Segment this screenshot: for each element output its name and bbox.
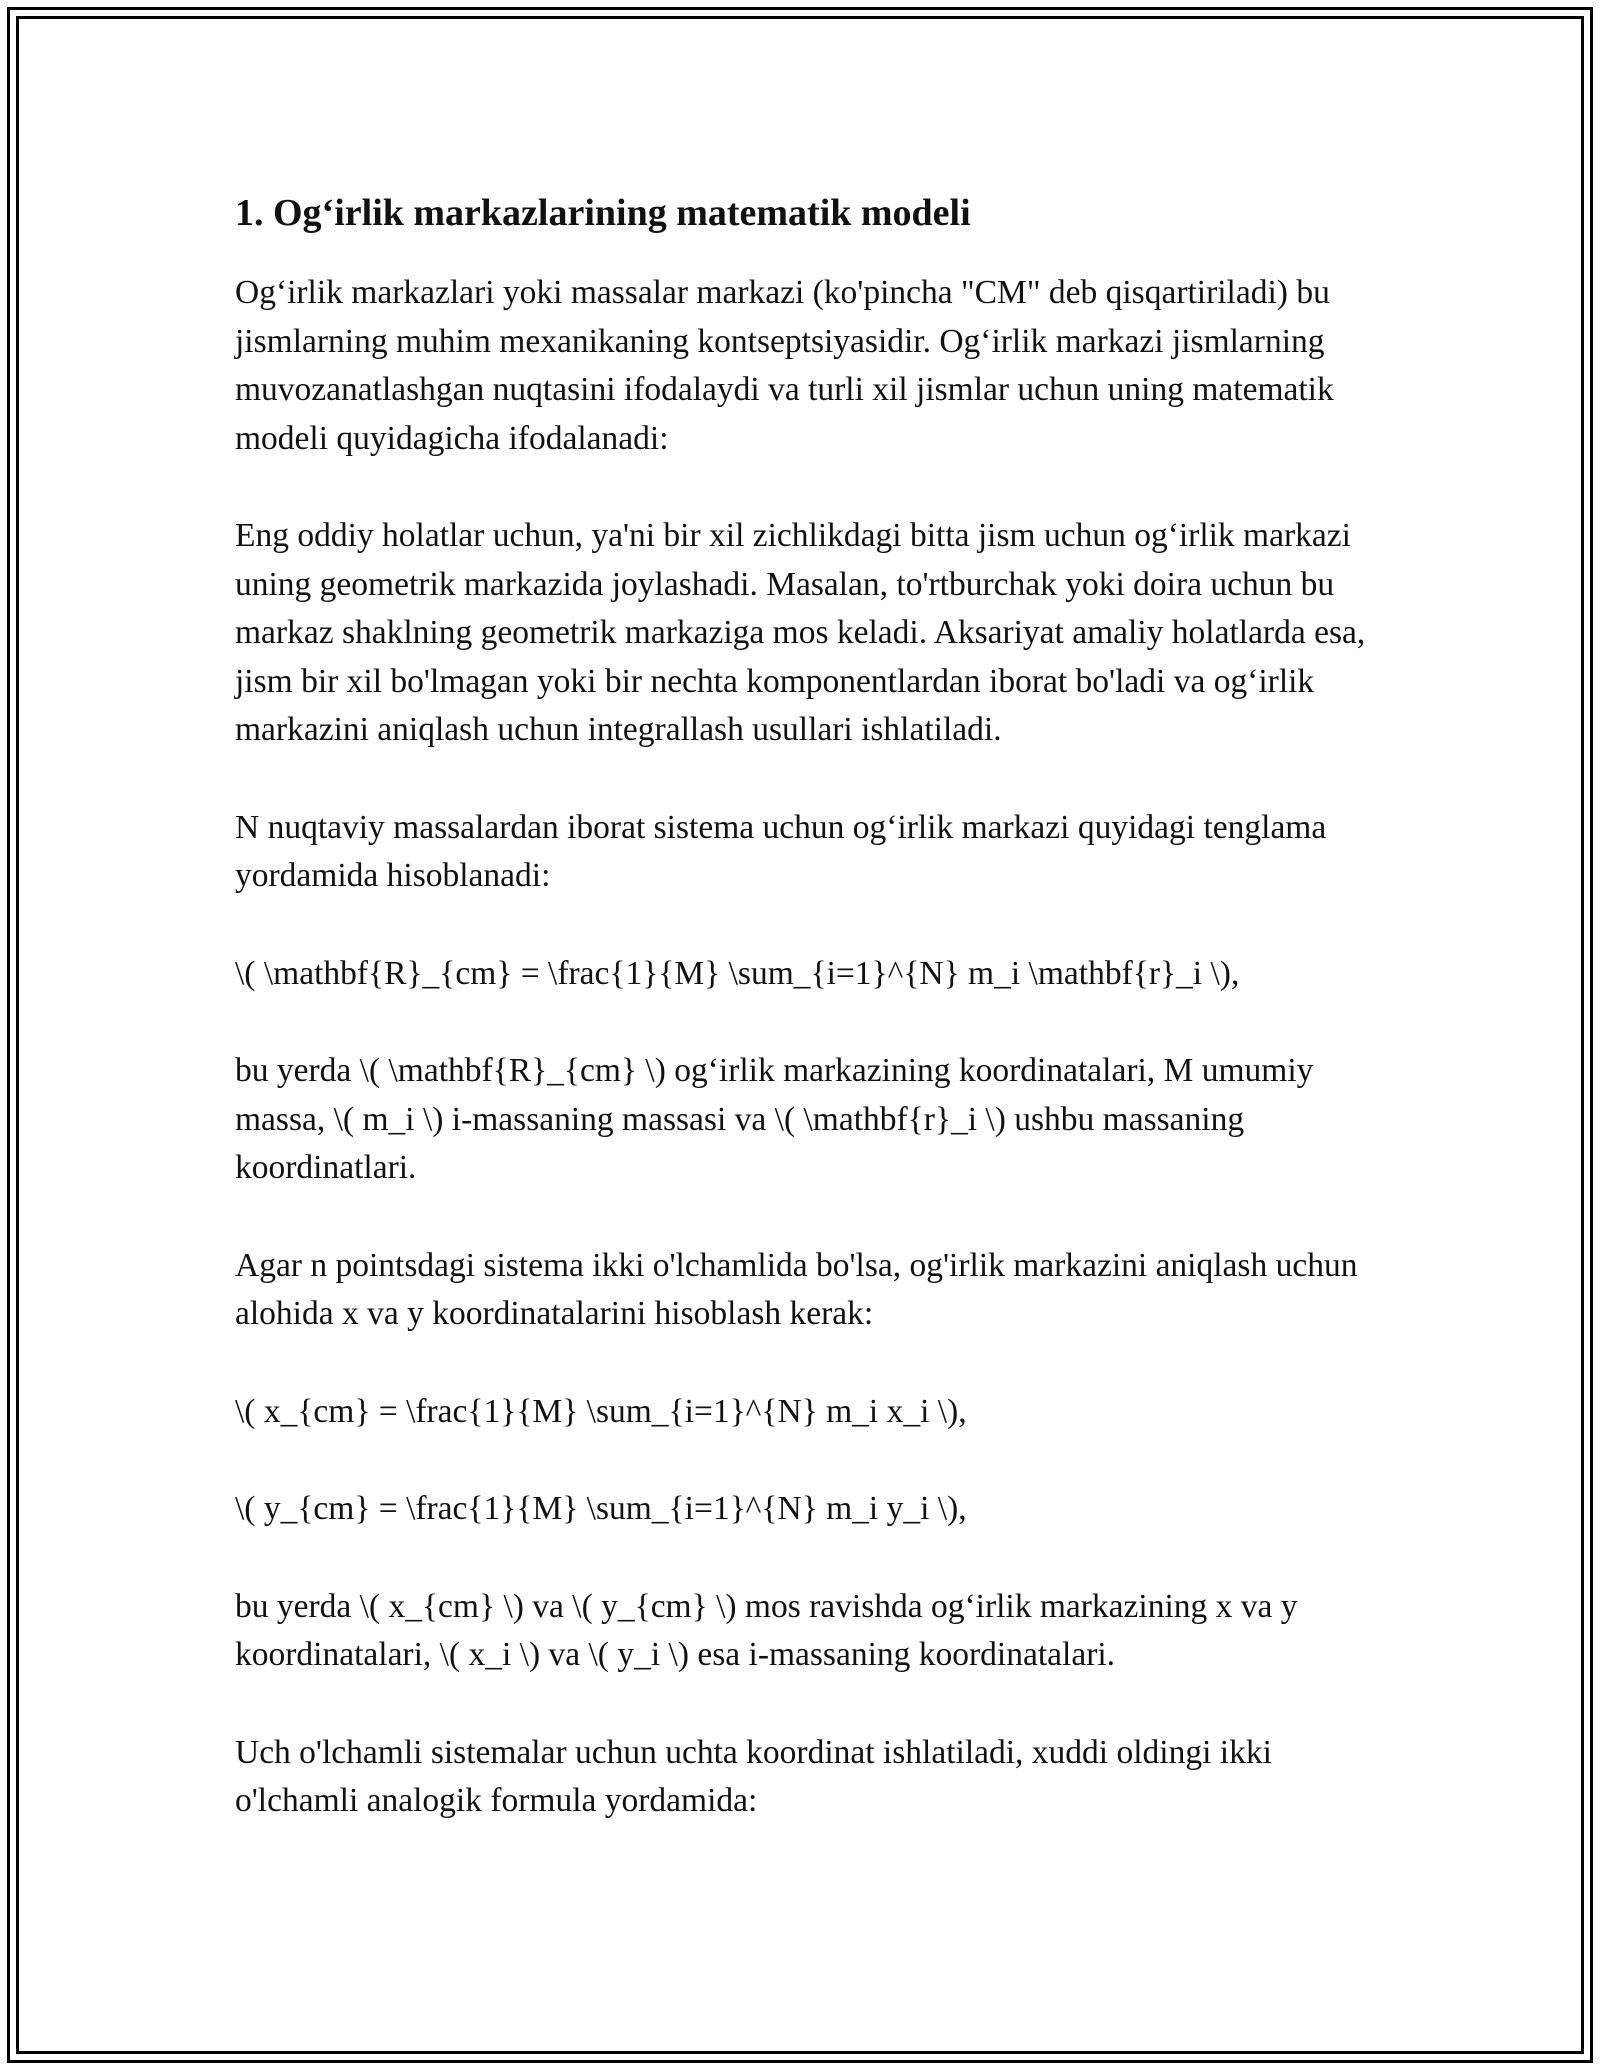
document-body xyxy=(235,185,1375,1875)
paragraph-simple-cases: Eng oddiy holatlar uchun, ya'ni bir xil zichlikdagi bitta jism uchun og‘irlik markazi uning geometrik markazida joylashadi. Masalan, to'rtburchak yoki doira uchun bu markaz shaklning geometrik markaziga mos keladi. Aksariyat amaliy holatlarda esa, jism bir xil bo'lmagan yoki bir nechta komponentlardan iborat bo'ladi va og‘irlik markazini aniqlash uchun integrallash usullari ishlatiladi. xyxy=(235,517,1366,748)
formula-r-cm: \( \mathbf{R}_{cm} = \frac{1}{M} \sum_{i=1}^{N} m_i \mathbf{r}_i \), xyxy=(235,954,1240,992)
paragraph-point-masses: N nuqtaviy massalardan iborat sistema uchun og‘irlik markazi quyidagi tenglama yordamida hisoblanadi: xyxy=(235,808,1327,894)
paragraph-xy-definitions: bu yerda \( x_{cm} \) va \( y_{cm} \) mos ravishda og‘irlik markazining x va y koordinatalari, \( x_i \) va \( y_i \) esa i-massaning koordinatalari. xyxy=(235,1587,1298,1673)
paragraph-r-cm-definitions: bu yerda \( \mathbf{R}_{cm} \) og‘irlik markazining koordinatalari, M umumiy massa, \( m_i \) i-massaning massasi va \( \mathbf{r}_i \) ushbu massaning koordinatlari. xyxy=(235,1052,1314,1186)
section-heading: 1. Og‘irlik markazlarining matematik modeli xyxy=(235,192,971,234)
formula-y-cm: \( y_{cm} = \frac{1}{M} \sum_{i=1}^{N} m_i y_i \), xyxy=(235,1490,967,1527)
paragraph-intro: Og‘irlik markazlari yoki massalar markazi (ko'pincha "CM" deb qisqartiriladi) bu jismlarning muhim mexanikaning kontseptsiyasidir. Og‘irlik markazi jismlarning muvozanatlashgan nuqtasini ifodalaydi va turli xil jismlar uchun uning matematik modeli quyidagicha ifodalanadi: xyxy=(235,274,1334,457)
paragraph-three-dimensional: Uch o'lchamli sistemalar uchun uchta koordinat ishlatiladi, xuddi oldingi ikki o'lchamli analogik formula yordamida: xyxy=(235,1733,1272,1819)
formula-x-cm: \( x_{cm} = \frac{1}{M} \sum_{i=1}^{N} m_i x_i \), xyxy=(235,1392,967,1430)
paragraph-two-dimensional: Agar n pointsdagi sistema ikki o'lchamlida bo'lsa, og'irlik markazini aniqlash uchun alohida x va y koordinatalarini hisoblash kerak: xyxy=(235,1246,1358,1332)
